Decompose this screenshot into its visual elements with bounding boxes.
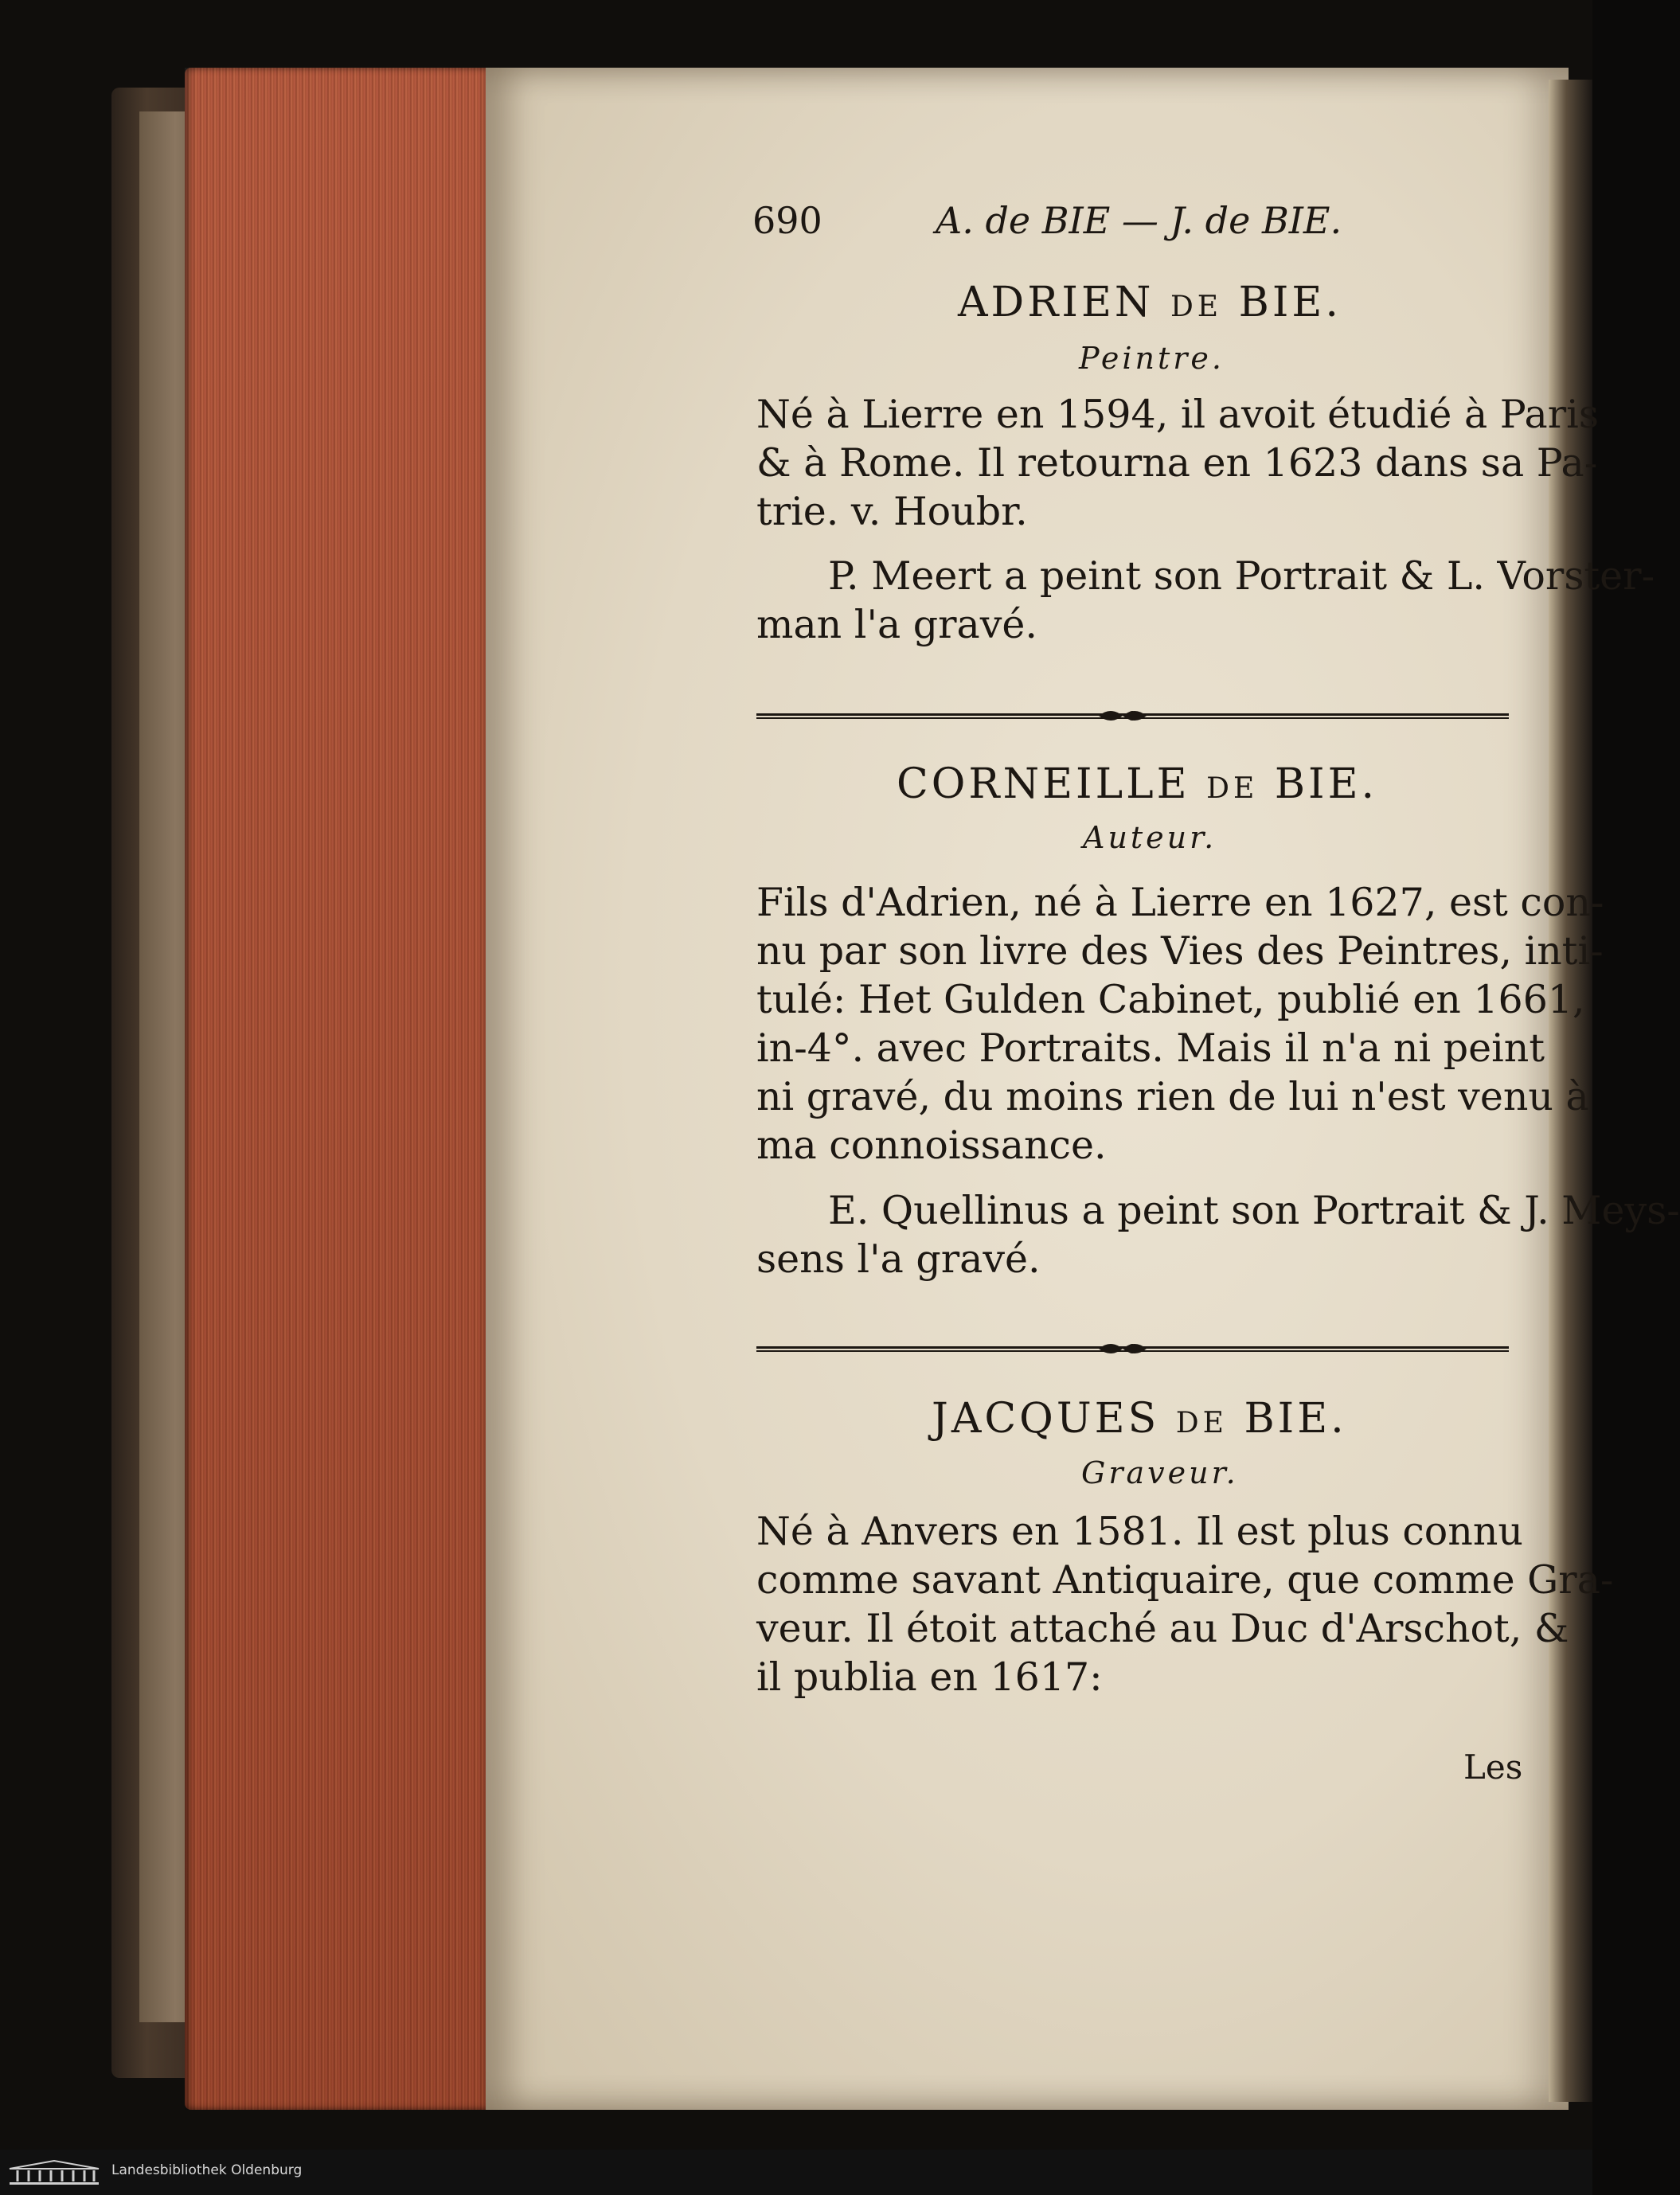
text-line: Né à Anvers en 1581. Il est plus connu bbox=[756, 1509, 1523, 1554]
entry-name: JACQUES bbox=[932, 1395, 1160, 1443]
text-line: comme savant Antiquaire, que comme Gra- bbox=[756, 1557, 1614, 1603]
library-name: Landesbibliothek Oldenburg bbox=[111, 2162, 303, 2178]
page-number: 690 bbox=[752, 199, 822, 242]
text-line: E. Quellinus a peint son Portrait & J. Meys- bbox=[828, 1188, 1680, 1233]
ornament-rule bbox=[756, 707, 1509, 718]
entry-name: CORNEILLE bbox=[897, 760, 1190, 808]
entry-surname: BIE. bbox=[1238, 279, 1342, 326]
entry-role: Graveur. bbox=[1081, 1455, 1239, 1490]
entry-surname: BIE. bbox=[1244, 1395, 1347, 1443]
page-edges bbox=[185, 68, 491, 2110]
text-line: nu par son livre des Vies des Peintres, inti- bbox=[756, 928, 1604, 974]
text-line: in-4°. avec Portraits. Mais il n'a ni peint bbox=[756, 1025, 1545, 1071]
text-line: ma connoissance. bbox=[756, 1123, 1107, 1168]
text-line: sens l'a gravé. bbox=[756, 1236, 1041, 1282]
entry-surname: BIE. bbox=[1274, 760, 1378, 808]
text-line: P. Meert a peint son Portrait & L. Vorster- bbox=[828, 553, 1655, 599]
building-columns-icon bbox=[6, 2159, 102, 2186]
text-line: tulé: Het Gulden Cabinet, publié en 1661, bbox=[756, 977, 1585, 1022]
entry-heading bbox=[958, 279, 1342, 326]
entry-particle: DE bbox=[1175, 1407, 1228, 1439]
entry-particle: DE bbox=[1206, 772, 1259, 805]
entry-name: ADRIEN bbox=[958, 279, 1155, 326]
text-line: veur. Il étoit attaché au Duc d'Arschot, & bbox=[756, 1606, 1569, 1651]
text-line: trie. v. Houbr. bbox=[756, 489, 1028, 534]
text-line: man l'a gravé. bbox=[756, 602, 1038, 647]
text-line: ni gravé, du moins rien de lui n'est venu à bbox=[756, 1074, 1589, 1119]
text-line: & à Rome. Il retourna en 1623 dans sa Pa- bbox=[756, 440, 1598, 486]
ornament-rule bbox=[756, 1340, 1509, 1351]
running-title: A. de BIE — J. de BIE. bbox=[936, 199, 1342, 242]
entry-role: Auteur. bbox=[1083, 820, 1217, 855]
entry-particle: DE bbox=[1170, 291, 1223, 323]
entry-heading bbox=[897, 760, 1377, 808]
entry-heading bbox=[932, 1395, 1347, 1443]
text-line: Fils d'Adrien, né à Lierre en 1627, est con- bbox=[756, 880, 1604, 925]
text-line: Né à Lierre en 1594, il avoit étudié à Paris bbox=[756, 392, 1599, 437]
catchword: Les bbox=[1463, 1748, 1523, 1787]
text-line: il publia en 1617: bbox=[756, 1654, 1103, 1700]
entry-role: Peintre. bbox=[1079, 341, 1225, 376]
